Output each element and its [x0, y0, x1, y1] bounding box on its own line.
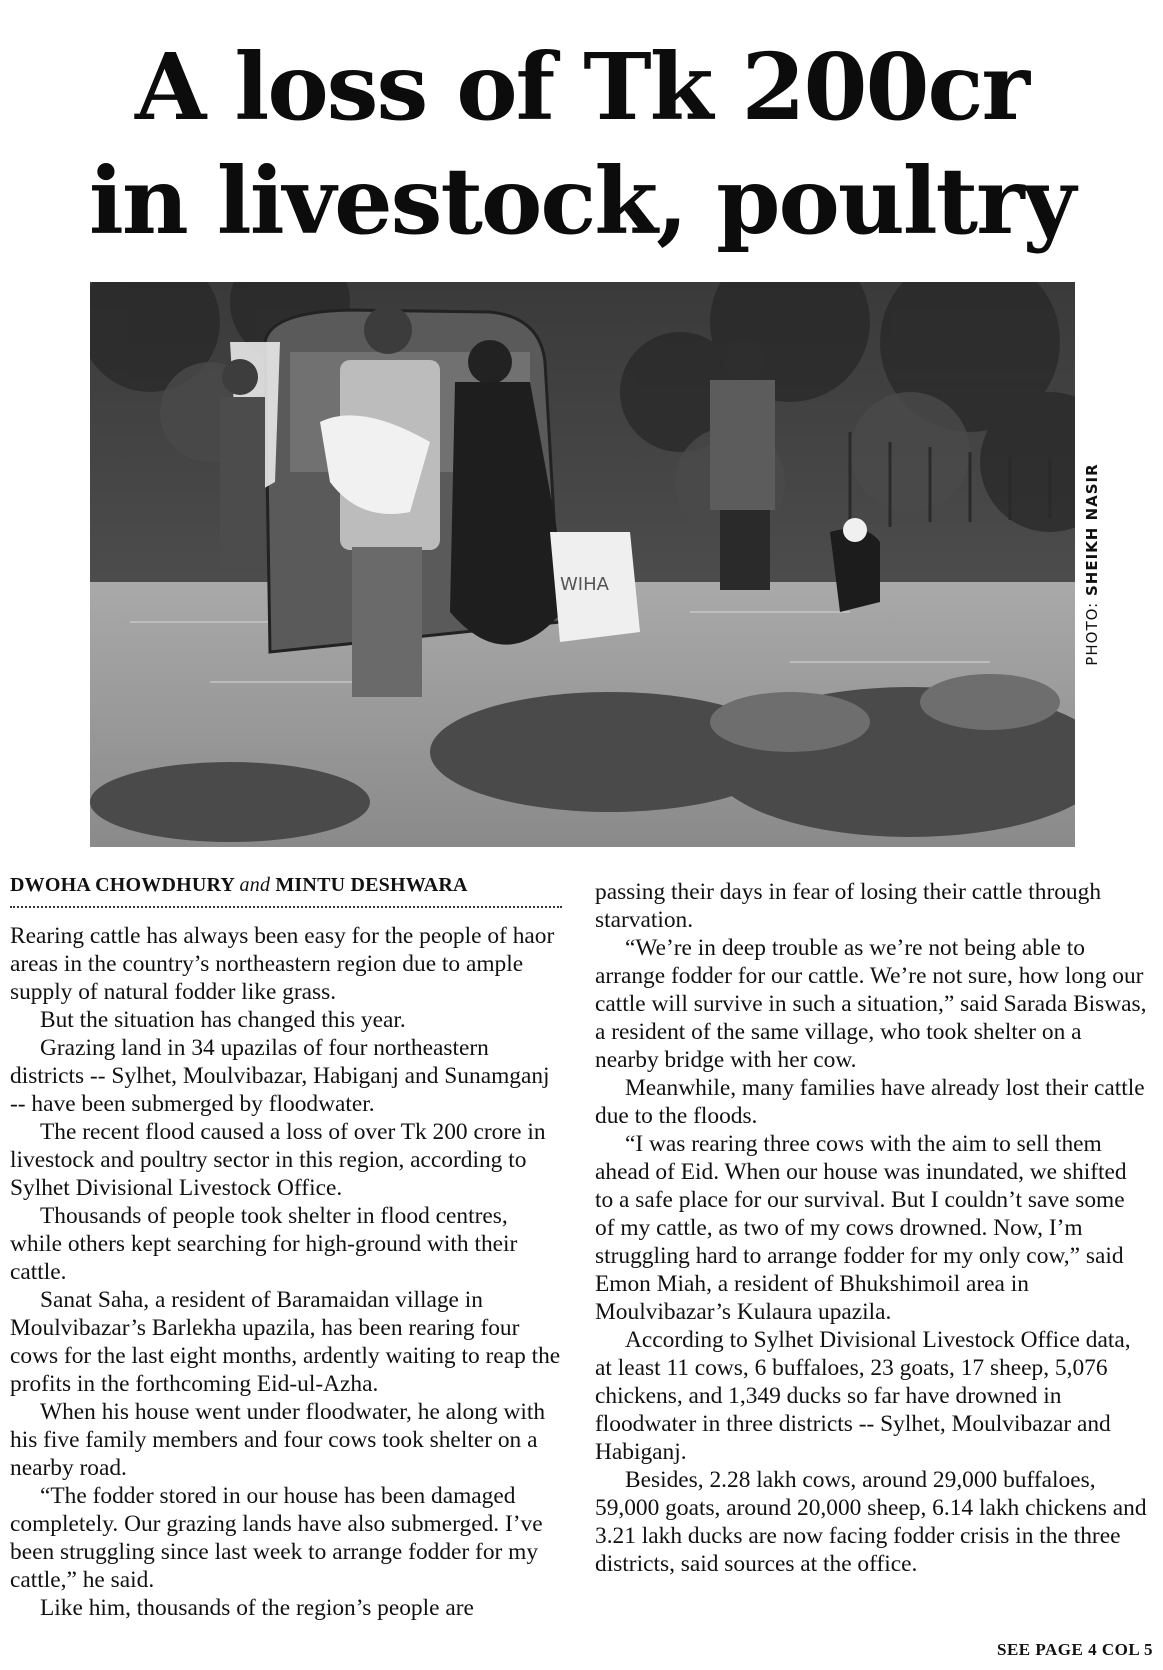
byline-author-2: MINTU DESHWARA	[275, 874, 468, 896]
byline-joiner: and	[239, 874, 271, 896]
article-paragraph: The recent flood caused a loss of over Tk 200 crore in livestock and poultry sector in this region, according to Sylhet Divisional Livestock Office.	[10, 1119, 546, 1201]
article-paragraph: “I was rearing three cows with the aim to sell them ahead of Eid. When our house was inundated, we shifted to a safe place for our survival. But I couldn’t save some of my cattle, as two of my cows drowned. Now, I’m struggling hard to arrange fodder for my only cow,” said Emon Miah, a resident of Bhukshimoil area in Moulvibazar’s Kulaura upazila.	[595, 1131, 1127, 1325]
article-paragraph: “The fodder stored in our house has been damaged completely. Our grazing lands have also submerged. I’ve been struggling since last week to arrange fodder for my cattle,” he said.	[10, 1483, 543, 1593]
article-column-right	[595, 878, 1147, 1578]
headline-line-2: in livestock, poultry	[88, 147, 1075, 255]
headline	[0, 30, 1163, 258]
photo-credit-name: SHEIKH NASIR	[1083, 463, 1101, 597]
continuation-jump-line: SEE PAGE 4 COL 5	[997, 1640, 1153, 1659]
flood-scene-illustration	[90, 282, 1075, 847]
article-paragraph: Thousands of people took shelter in flood centres, while others kept searching for high-ground with their cattle.	[10, 1203, 518, 1285]
article-paragraph: Sanat Saha, a resident of Baramaidan village in Moulvibazar’s Barlekha upazila, has been rearing four cows for the last eight months, ardently waiting to reap the profits in the forthcoming Eid-ul-Azha.	[10, 1287, 561, 1397]
article-paragraph: Rearing cattle has always been easy for the people of haor areas in the country’s northeastern region due to ample supply of natural fodder like grass.	[10, 923, 555, 1005]
article-paragraph: “We’re in deep trouble as we’re not being able to arrange fodder for our cattle. We’re not sure, how long our cattle will survive in such a situation,” said Sarada Biswas, a resident of the same village, who took shelter on a nearby bridge with her cow.	[595, 935, 1147, 1073]
headline-line-1: A loss of Tk 200cr	[134, 33, 1029, 141]
bag-text: WIHA	[560, 574, 609, 595]
flood-photo	[90, 282, 1075, 847]
article-paragraph: Besides, 2.28 lakh cows, around 29,000 buffaloes, 59,000 goats, around 20,000 sheep, 6.14 lakh chickens and 3.21 lakh ducks are now facing fodder crisis in the three districts, said sources at the office.	[595, 1467, 1147, 1577]
byline-author-1: DWOHA CHOWDHURY	[10, 874, 235, 896]
photo-credit-prefix: PHOTO:	[1083, 601, 1101, 666]
byline	[10, 872, 562, 908]
article-paragraph: Like him, thousands of the region’s people are	[40, 1595, 474, 1621]
article-paragraph: According to Sylhet Divisional Livestock Office data, at least 11 cows, 6 buffaloes, 23 goats, 17 sheep, 5,076 chickens, and 1,349 ducks so far have drowned in floodwater in three districts -- Sylhet, Moulvibazar and Habiganj.	[595, 1327, 1131, 1465]
article-paragraph: passing their days in fear of losing their cattle through starvation.	[595, 879, 1102, 933]
article-paragraph: When his house went under floodwater, he along with his five family members and four cows took shelter on a nearby road.	[10, 1399, 546, 1481]
photo-credit	[1078, 282, 1106, 847]
article-paragraph: Grazing land in 34 upazilas of four northeastern districts -- Sylhet, Moulvibazar, Habiganj and Sunamganj -- have been submerged by floodwater.	[10, 1035, 550, 1117]
article-paragraph: But the situation has changed this year.	[40, 1007, 406, 1033]
article-column-left	[10, 872, 562, 1622]
article-paragraph: Meanwhile, many families have already lost their cattle due to the floods.	[595, 1075, 1145, 1129]
